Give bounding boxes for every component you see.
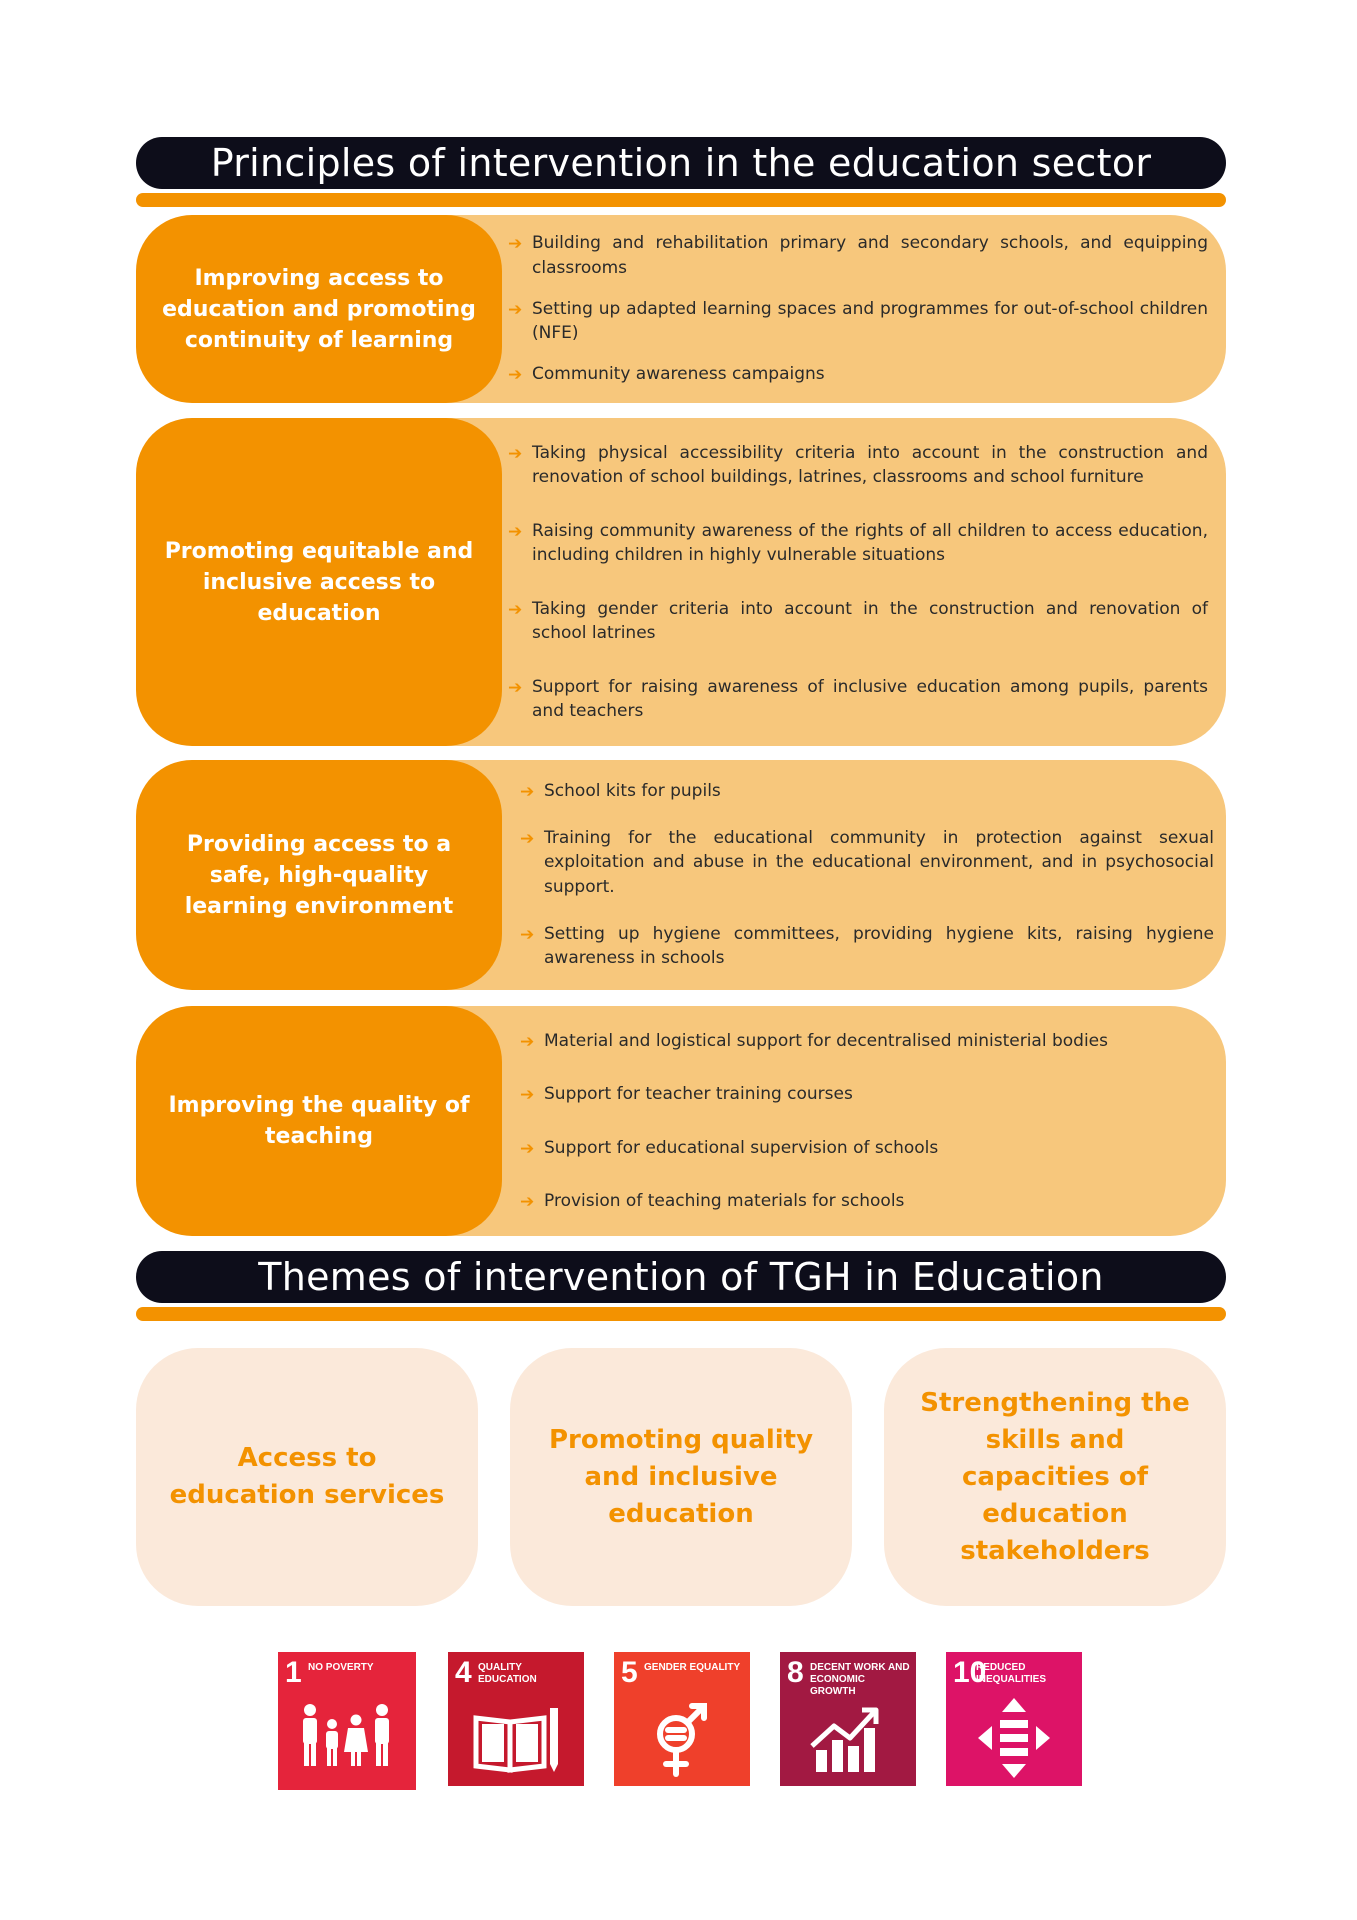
sdg-title: QUALITY EDUCATION — [478, 1662, 537, 1685]
arrow-right-icon: ➔ — [508, 443, 523, 464]
arrow-right-icon: ➔ — [508, 299, 523, 320]
sdg-number: 5 — [621, 1656, 638, 1689]
arrow-right-icon: ➔ — [520, 1085, 535, 1105]
sdg-badge-5 — [614, 1652, 750, 1786]
gender-symbol-icon — [632, 1698, 732, 1778]
sdg-badge-4 — [448, 1652, 584, 1786]
list-item: ➔ Setting up hygiene committees, providing hygiene kits, raising hygiene awareness in schools — [520, 923, 1214, 969]
principle-heading: Providing access to a safe, high-quality learning environment — [136, 760, 502, 990]
theme-card-access: Access to education services — [136, 1348, 478, 1606]
principle-list — [508, 426, 1208, 738]
sdg-title: NO POVERTY — [308, 1662, 374, 1673]
sdg-number: 10 — [953, 1656, 987, 1689]
list-item: ➔ Support for raising awareness of inclusive education among pupils, parents and teachers — [508, 676, 1208, 721]
arrow-right-icon: ➔ — [508, 677, 523, 698]
sdg-badge-8 — [780, 1652, 916, 1786]
arrow-right-icon: ➔ — [520, 924, 535, 945]
principle-list — [520, 1014, 1214, 1228]
arrow-right-icon: ➔ — [508, 599, 523, 620]
list-item: ➔ Raising community awareness of the rights of all children to access education, including children in highly vulnerable situations — [508, 520, 1208, 565]
principle-list — [520, 768, 1214, 982]
list-item: ➔ Provision of teaching materials for schools — [520, 1191, 905, 1212]
principle-card-access — [136, 215, 1226, 403]
sdg-number: 1 — [285, 1656, 302, 1689]
list-item: ➔ Setting up adapted learning spaces and programmes for out-of-school children (NFE) — [508, 298, 1208, 344]
theme-card-capacities: Strengthening the skills and capacities of education stakeholders — [884, 1348, 1226, 1606]
themes-title-underline — [136, 1307, 1226, 1321]
list-item: ➔ Support for teacher training courses — [520, 1084, 853, 1105]
list-item: ➔ Taking gender criteria into account in the construction and renovation of school latrines — [508, 598, 1208, 643]
principle-heading: Improving access to education and promoting continuity of learning — [136, 215, 502, 403]
list-item: ➔ School kits for pupils — [520, 781, 721, 803]
themes-title: Themes of intervention of TGH in Education — [136, 1251, 1226, 1303]
list-item: ➔ Taking physical accessibility criteria into account in the construction and renovation of school buildings, latrines, classrooms and school furniture — [508, 442, 1208, 487]
arrow-right-icon: ➔ — [520, 828, 535, 849]
arrow-right-icon: ➔ — [520, 1031, 535, 1052]
principle-list — [508, 223, 1208, 395]
list-item: ➔ Training for the educational community in protection against sexual exploitation and abuse in the educational environment, and in psychosocial support. — [520, 827, 1214, 897]
principle-card-inclusive — [136, 418, 1226, 746]
list-item: ➔ Community awareness campaigns — [508, 364, 825, 386]
arrow-right-icon: ➔ — [520, 1138, 535, 1159]
sdg-badge-10 — [946, 1652, 1082, 1786]
principles-title: Principles of intervention in the education sector — [136, 137, 1226, 189]
principles-title-underline — [136, 193, 1226, 207]
arrow-right-icon: ➔ — [508, 365, 523, 386]
list-item: ➔ Material and logistical support for decentralised ministerial bodies — [520, 1030, 1108, 1052]
principle-card-safe-environment — [136, 760, 1226, 990]
family-icon — [296, 1698, 396, 1778]
sdg-number: 4 — [455, 1656, 472, 1689]
principle-heading: Improving the quality of teaching — [136, 1006, 502, 1236]
list-item: ➔ Building and rehabilitation primary and secondary schools, and equipping classrooms — [508, 233, 1208, 278]
sdg-title: DECENT WORK AND ECONOMIC GROWTH — [810, 1662, 910, 1697]
sdg-title: REDUCED INEQUALITIES — [976, 1662, 1047, 1685]
equality-arrows-icon — [964, 1698, 1064, 1778]
principle-card-teaching-quality — [136, 1006, 1226, 1236]
arrow-right-icon: ➔ — [520, 782, 535, 803]
growth-chart-icon — [798, 1698, 898, 1778]
sdg-number: 8 — [787, 1656, 804, 1689]
sdg-badge-1 — [278, 1652, 416, 1790]
theme-card-quality: Promoting quality and inclusive education — [510, 1348, 852, 1606]
principle-heading: Promoting equitable and inclusive access to education — [136, 418, 502, 746]
arrow-right-icon: ➔ — [520, 1192, 535, 1212]
arrow-right-icon: ➔ — [508, 521, 523, 542]
list-item: ➔ Support for educational supervision of schools — [520, 1137, 939, 1159]
arrow-right-icon: ➔ — [508, 234, 523, 255]
book-pencil-icon — [466, 1698, 566, 1778]
sdg-title: GENDER EQUALITY — [644, 1662, 741, 1673]
